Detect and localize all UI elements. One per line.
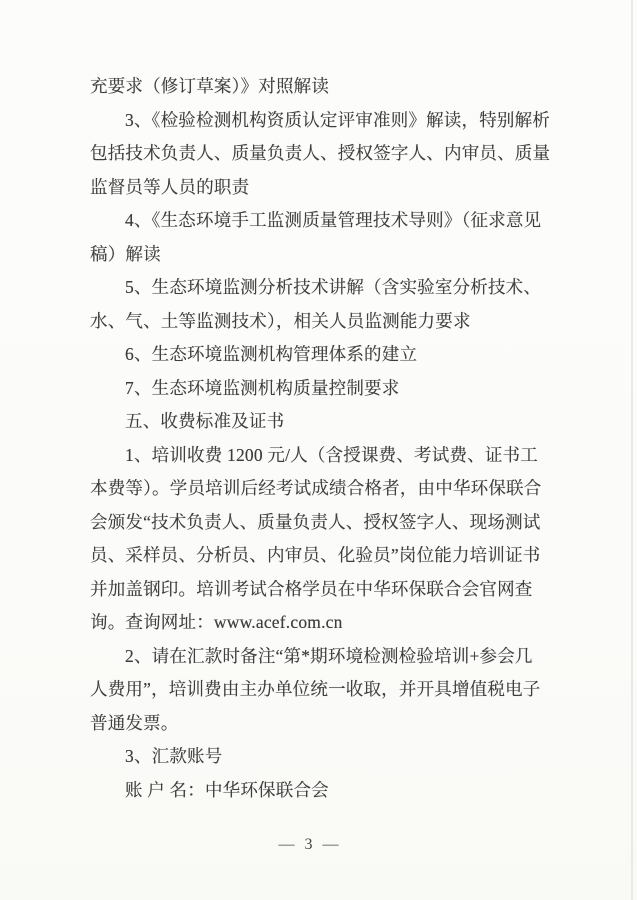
text-line: 账 户 名：中华环保联合会 [125, 779, 329, 800]
text-line: 员、采样员、分析员、内审员、化验员”岗位能力培训证书 [90, 545, 541, 565]
text-line: 普通发票。 [90, 712, 179, 733]
text-line: 包括技术负责人、质量负责人、授权签字人、内审员、质量 [90, 143, 551, 163]
text-line: 5、生态环境监测分析技术讲解（含实验室分析技术、 [125, 277, 542, 297]
text-line: 水、气、土等监测技术），相关人员监测能力要求 [90, 310, 471, 331]
page-number: — 3 — [278, 836, 342, 853]
text-line: 3、《检验检测机构资质认定评审准则》解读，特别解析 [125, 109, 550, 130]
text-line: 4、《生态环境手工监测质量管理技术导则》（征求意见 [125, 210, 542, 230]
text-line: 人费用”，培训费由主办单位统一收取，并开具增值税电子 [90, 679, 541, 699]
text-line: 稿）解读 [90, 243, 161, 264]
text-line: 7、生态环境监测机构质量控制要求 [125, 377, 400, 398]
text-line: 2、请在汇款时备注“第*期环境检测检验培训+参会几 [125, 645, 533, 666]
document-body [90, 70, 554, 807]
text-line: 充要求（修订草案）》对照解读 [90, 76, 330, 96]
text-line: 会颁发“技术负责人、质量负责人、授权签字人、现场测试 [90, 511, 541, 532]
text-line: 1、培训收费 1200 元/人（含授课费、考试费、证书工 [125, 444, 538, 465]
text-line: 3、汇款账号 [125, 746, 223, 766]
text-line: 6、生态环境监测机构管理体系的建立 [125, 344, 418, 364]
text-line: 五、收费标准及证书 [125, 411, 285, 431]
text-line: 询。查询网址：www.acef.com.cn [90, 612, 343, 632]
scan-page-edge [631, 0, 633, 900]
text-line: 本费等）。学员培训后经考试成绩合格者，由中华环保联合 [90, 478, 542, 498]
text-line: 监督员等人员的职责 [90, 176, 250, 197]
text-line: 并加盖钢印。培训考试合格学员在中华环保联合会官网查 [90, 578, 533, 599]
